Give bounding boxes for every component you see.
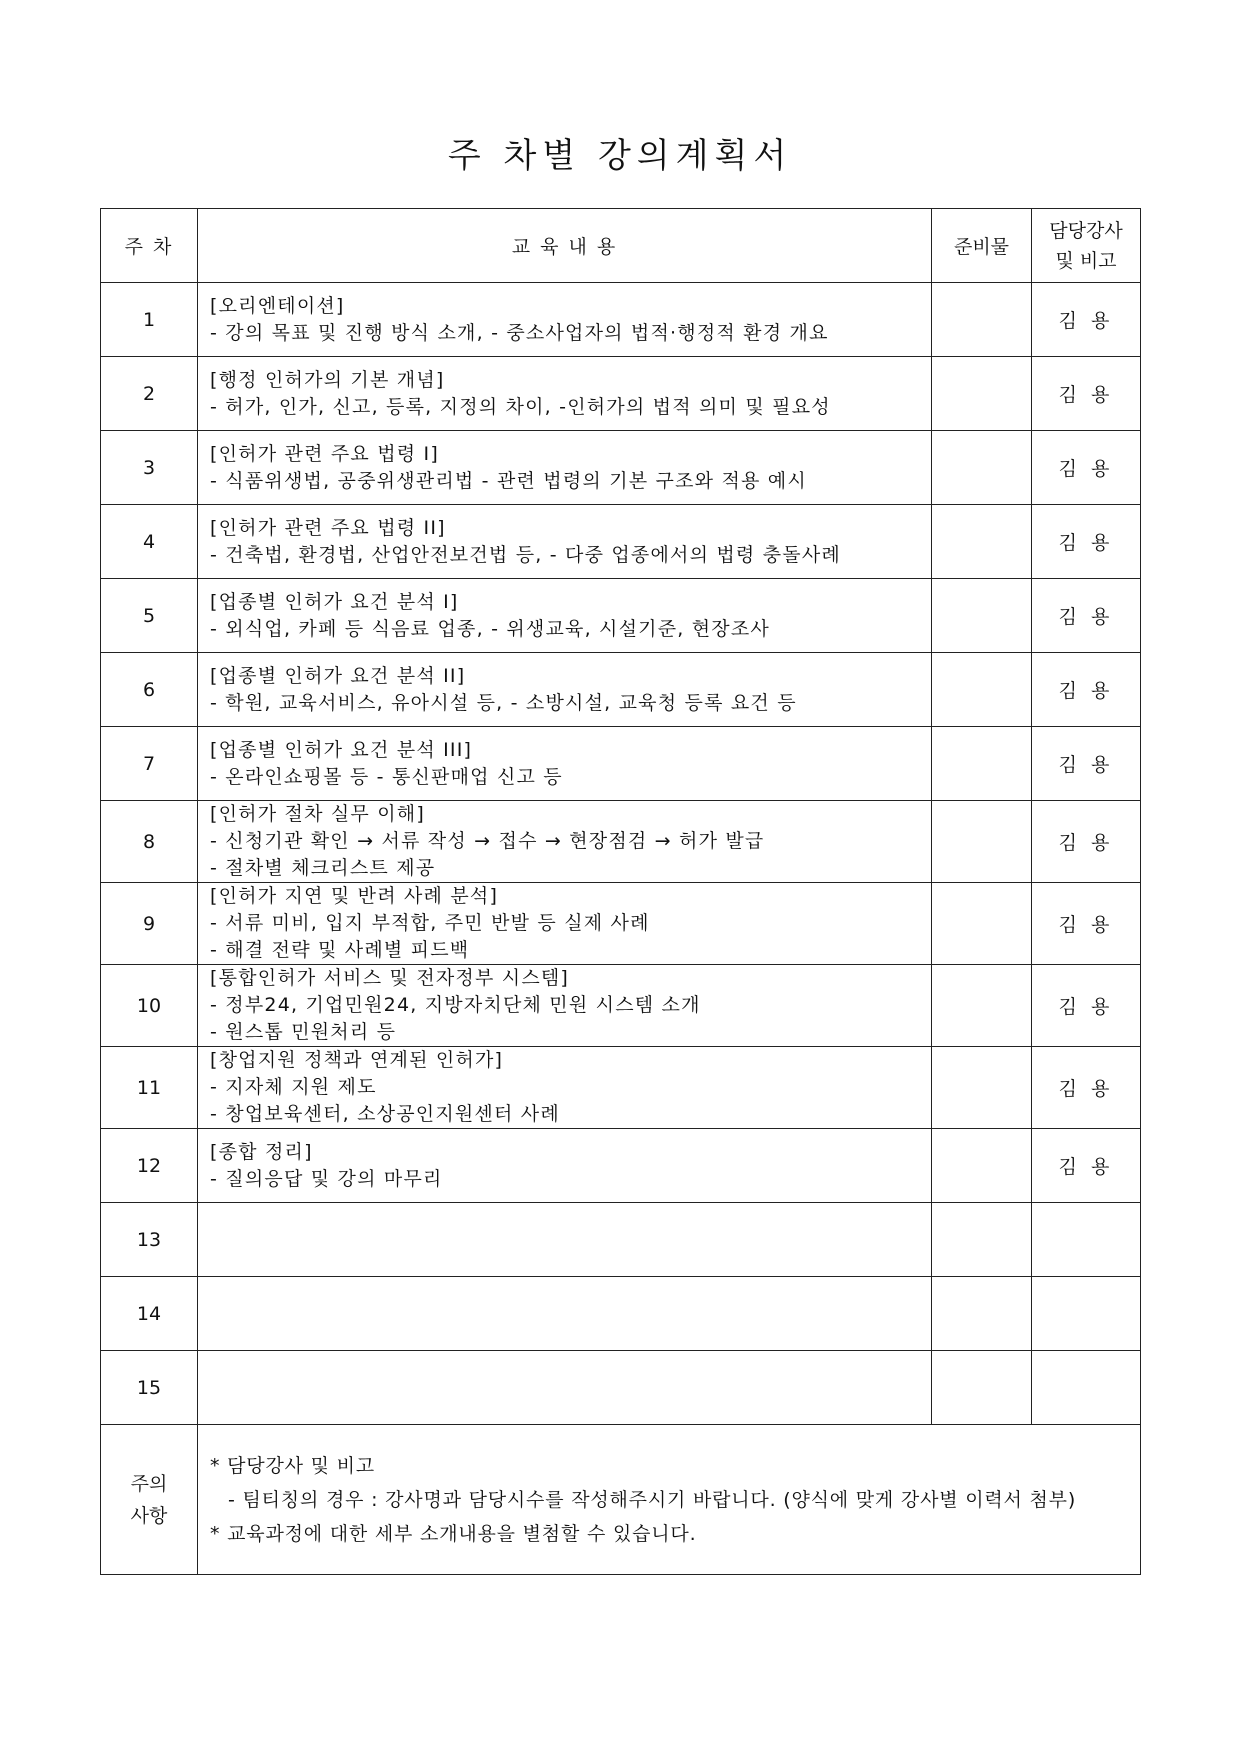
week-materials (932, 1277, 1032, 1351)
table-row (101, 505, 1141, 579)
content-line: - 강의 목표 및 진행 방식 소개, - 중소사업자의 법적·행정적 환경 개요 (210, 321, 829, 344)
week-instructor: 김 용 (1032, 283, 1141, 357)
content-line: [업종별 인허가 요건 분석 I] (210, 590, 459, 613)
week-materials (932, 883, 1032, 965)
week-number: 9 (101, 883, 198, 965)
content-line: [인허가 관련 주요 법령 II] (210, 516, 446, 539)
week-materials (932, 1203, 1032, 1277)
week-instructor (1032, 1351, 1141, 1425)
table-header-row (101, 209, 1141, 283)
week-number: 15 (101, 1351, 198, 1425)
week-number: 7 (101, 727, 198, 801)
content-line: - 외식업, 카페 등 식음료 업종, - 위생교육, 시설기준, 현장조사 (210, 617, 770, 640)
notice-label-line1: 주의 (130, 1472, 168, 1495)
week-materials (932, 1047, 1032, 1129)
week-instructor: 김 용 (1032, 505, 1141, 579)
table-row (101, 727, 1141, 801)
notice-line: * 교육과정에 대한 세부 소개내용을 별첨할 수 있습니다. (210, 1522, 697, 1545)
table-row (101, 1277, 1141, 1351)
content-line: [업종별 인허가 요건 분석 II] (210, 664, 466, 687)
week-materials (932, 431, 1032, 505)
table-row (101, 1047, 1141, 1129)
header-week: 주 차 (101, 209, 198, 283)
content-line: [종합 정리] (210, 1140, 313, 1163)
week-instructor: 김 용 (1032, 883, 1141, 965)
notice-label (101, 1425, 198, 1575)
content-line: [업종별 인허가 요건 분석 III] (210, 738, 473, 761)
week-content (198, 965, 932, 1047)
week-content (198, 431, 932, 505)
week-instructor: 김 용 (1032, 357, 1141, 431)
content-line: [오리엔테이션] (210, 294, 345, 317)
week-number: 10 (101, 965, 198, 1047)
content-line: [행정 인허가의 기본 개념] (210, 368, 445, 391)
week-instructor: 김 용 (1032, 431, 1141, 505)
week-content (198, 1351, 932, 1425)
week-instructor: 김 용 (1032, 801, 1141, 883)
content-line: - 온라인쇼핑몰 등 - 통신판매업 신고 등 (210, 765, 563, 788)
week-content (198, 357, 932, 431)
content-line: [통합인허가 서비스 및 전자정부 시스템] (210, 967, 570, 989)
table-row (101, 357, 1141, 431)
content-line: - 학원, 교육서비스, 유아시설 등, - 소방시설, 교육청 등록 요건 등 (210, 691, 797, 714)
content-line: - 식품위생법, 공중위생관리법 - 관련 법령의 기본 구조와 적용 예시 (210, 469, 807, 492)
week-materials (932, 965, 1032, 1047)
header-instructor-line2: 및 비고 (1055, 249, 1117, 272)
lecture-plan-table (100, 208, 1141, 1575)
week-number: 1 (101, 283, 198, 357)
week-instructor: 김 용 (1032, 653, 1141, 727)
week-content (198, 505, 932, 579)
week-materials (932, 283, 1032, 357)
week-instructor (1032, 1277, 1141, 1351)
table-row (101, 283, 1141, 357)
week-content (198, 283, 932, 357)
table-row (101, 801, 1141, 883)
notice-row (101, 1425, 1141, 1575)
week-content (198, 1203, 932, 1277)
week-number: 4 (101, 505, 198, 579)
table-row (101, 431, 1141, 505)
content-line: - 신청기관 확인 → 서류 작성 → 접수 → 현장점검 → 허가 발급 (210, 830, 765, 852)
week-materials (932, 505, 1032, 579)
content-line: - 건축법, 환경법, 산업안전보건법 등, - 다중 업종에서의 법령 충돌사례 (210, 543, 841, 566)
week-content (198, 1277, 932, 1351)
header-content: 교 육 내 용 (198, 209, 932, 283)
content-line: - 서류 미비, 입지 부적합, 주민 반발 등 실제 사례 (210, 912, 650, 934)
week-materials (932, 801, 1032, 883)
week-instructor: 김 용 (1032, 965, 1141, 1047)
content-line: - 지자체 지원 제도 (210, 1076, 377, 1098)
week-number: 14 (101, 1277, 198, 1351)
content-line: - 창업보육센터, 소상공인지원센터 사례 (210, 1103, 560, 1125)
table-row (101, 1351, 1141, 1425)
week-number: 12 (101, 1129, 198, 1203)
week-materials (932, 357, 1032, 431)
week-number: 8 (101, 801, 198, 883)
content-line: - 절차별 체크리스트 제공 (210, 857, 436, 879)
week-content (198, 579, 932, 653)
week-instructor: 김 용 (1032, 727, 1141, 801)
week-number: 3 (101, 431, 198, 505)
week-content (198, 1129, 932, 1203)
week-number: 6 (101, 653, 198, 727)
week-content (198, 1047, 932, 1129)
week-materials (932, 579, 1032, 653)
content-line: - 정부24, 기업민원24, 지방자치단체 민원 시스템 소개 (210, 994, 701, 1016)
header-materials: 준비물 (932, 209, 1032, 283)
week-number: 2 (101, 357, 198, 431)
week-content (198, 883, 932, 965)
header-instructor (1032, 209, 1141, 283)
content-line: - 질의응답 및 강의 마무리 (210, 1167, 443, 1190)
week-materials (932, 727, 1032, 801)
notice-label-line2: 사항 (130, 1504, 168, 1527)
header-instructor-line1: 담당강사 (1049, 219, 1123, 242)
table-row (101, 653, 1141, 727)
notice-line: - 팀티칭의 경우 : 강사명과 담당시수를 작성해주시기 바랍니다. (양식에 맞게 강사별 이력서 첨부) (228, 1488, 1077, 1511)
table-row (101, 579, 1141, 653)
page-title: 주 차별 강의계획서 (447, 136, 793, 176)
week-instructor: 김 용 (1032, 1129, 1141, 1203)
content-line: [인허가 지연 및 반려 사례 분석] (210, 885, 499, 907)
week-content (198, 653, 932, 727)
table-row (101, 965, 1141, 1047)
week-instructor: 김 용 (1032, 579, 1141, 653)
table-row (101, 1203, 1141, 1277)
content-line: - 허가, 인가, 신고, 등록, 지정의 차이, -인허가의 법적 의미 및 필요성 (210, 395, 831, 418)
week-number: 11 (101, 1047, 198, 1129)
week-materials (932, 1129, 1032, 1203)
notice-body (198, 1425, 1141, 1575)
week-instructor: 김 용 (1032, 1047, 1141, 1129)
week-materials (932, 653, 1032, 727)
week-content (198, 727, 932, 801)
week-number: 13 (101, 1203, 198, 1277)
content-line: [창업지원 정책과 연계된 인허가] (210, 1049, 504, 1071)
week-number: 5 (101, 579, 198, 653)
content-line: [인허가 관련 주요 법령 I] (210, 442, 439, 465)
notice-line: * 담당강사 및 비고 (210, 1454, 375, 1477)
table-row (101, 1129, 1141, 1203)
content-line: - 해결 전략 및 사례별 피드백 (210, 939, 470, 961)
week-instructor (1032, 1203, 1141, 1277)
week-materials (932, 1351, 1032, 1425)
content-line: - 원스톱 민원처리 등 (210, 1021, 397, 1043)
content-line: [인허가 절차 실무 이해] (210, 803, 425, 825)
table-row (101, 883, 1141, 965)
week-content (198, 801, 932, 883)
